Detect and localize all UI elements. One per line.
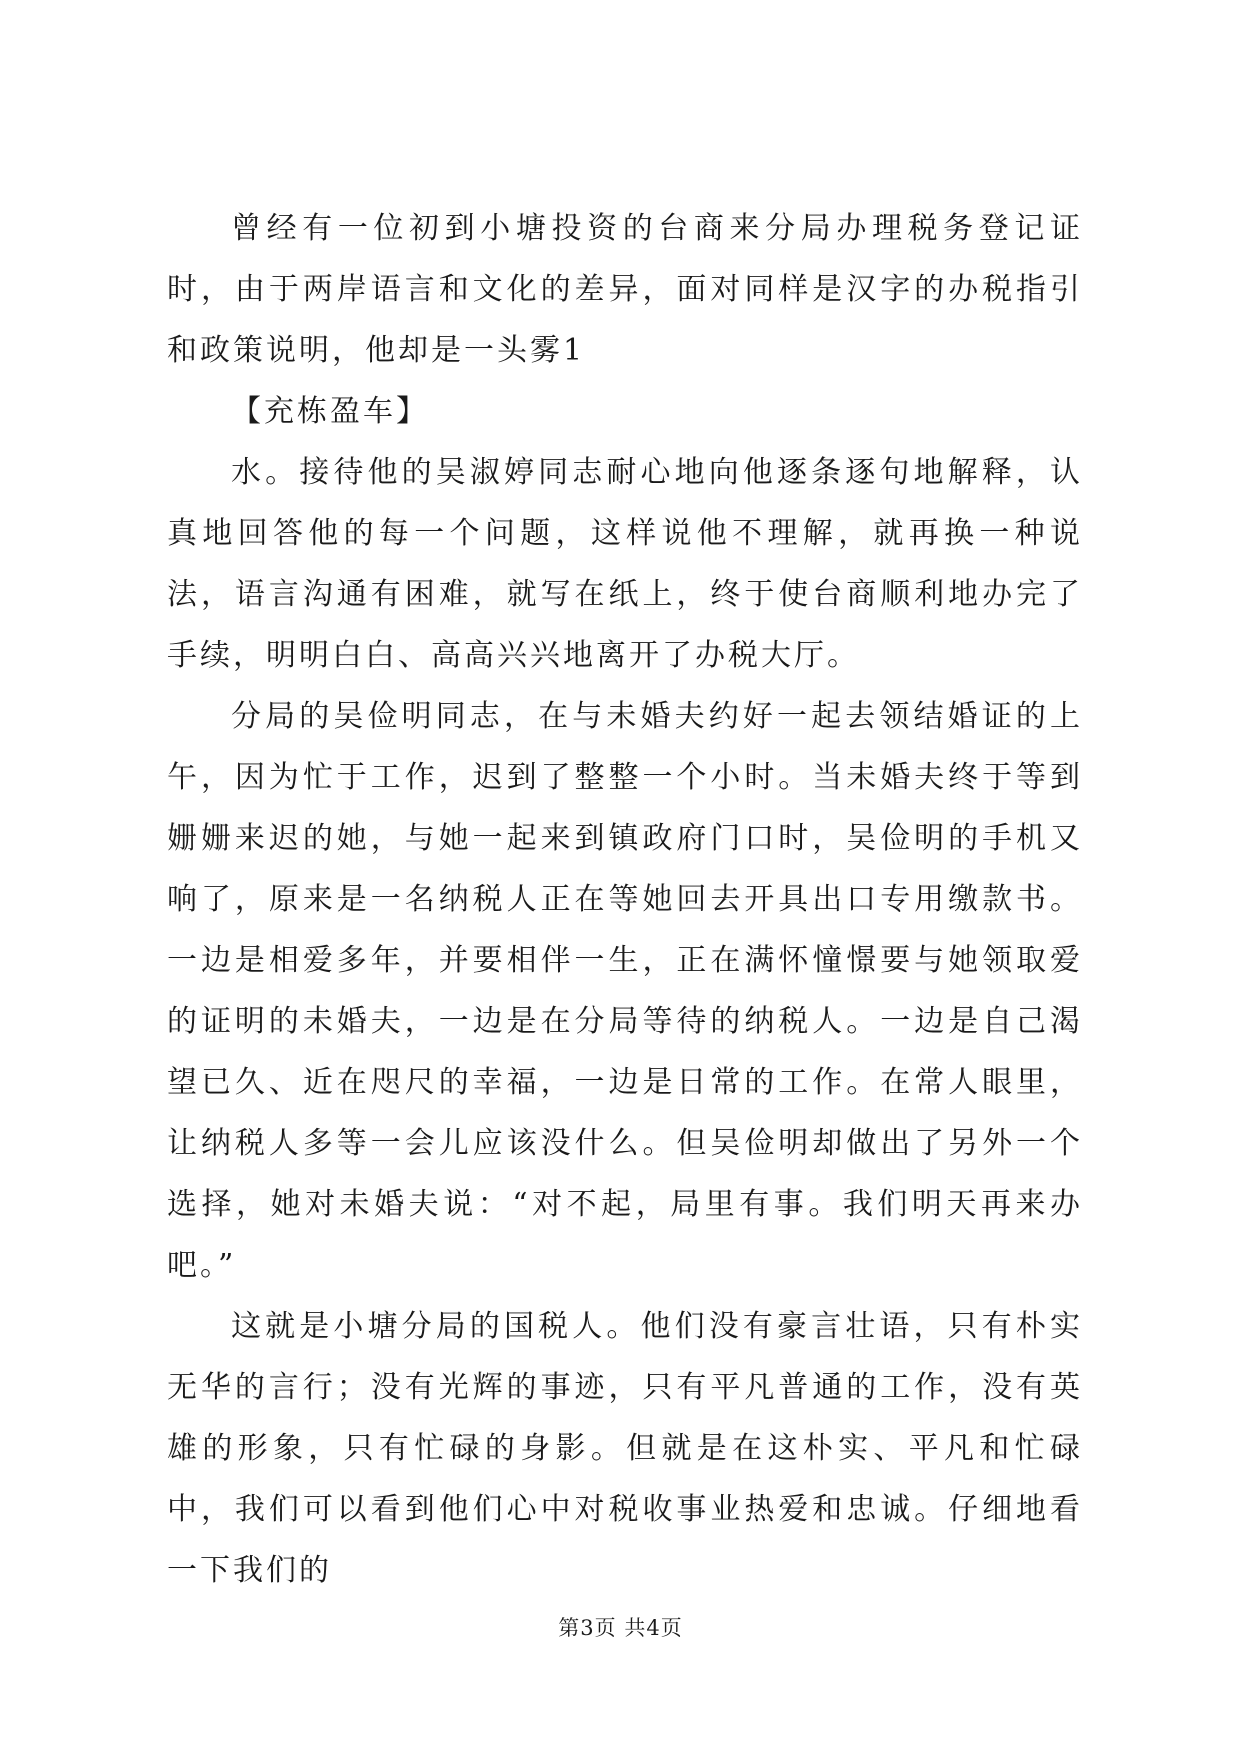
paragraph-wu-shuting: 水。接待他的吴淑婷同志耐心地向他逐条逐句地解释，认真地回答他的每一个问题，这样说他不理解，就再换一种说法，语言沟通有困难，就写在纸上，终于使台商顺利地办完了手续，明明白白、高高兴兴地离开了办税大厅。	[167, 455, 1083, 673]
document-body	[167, 198, 1083, 1601]
paragraph-section-heading: 【充栋盈车】	[231, 394, 429, 429]
page-footer: 第3页 共4页	[558, 1616, 683, 1640]
paragraph-xiaotang-tax-staff: 这就是小塘分局的国税人。他们没有豪言壮语，只有朴实无华的言行；没有光辉的事迹，只有平凡普通的工作，没有英雄的形象，只有忙碌的身影。但就是在这朴实、平凡和忙碌中，我们可以看到他们心中对税收事业热爱和忠诚。仔细地看一下我们的	[167, 1309, 1083, 1588]
paragraph-wu-jianming: 分局的吴俭明同志，在与未婚夫约好一起去领结婚证的上午，因为忙于工作，迟到了整整一个小时。当未婚夫终于等到姗姗来迟的她，与她一起来到镇政府门口时，吴俭明的手机又响了，原来是一名纳税人正在等她回去开具出口专用缴款书。一边是相爱多年，并要相伴一生，正在满怀憧憬要与她领取爱的证明的未婚夫，一边是在分局等待的纳税人。一边是自己渴望已久、近在咫尺的幸福，一边是日常的工作。在常人眼里，让纳税人多等一会儿应该没什么。但吴俭明却做出了另外一个选择，她对未婚夫说：“对不起，局里有事。我们明天再来办吧。”	[167, 699, 1083, 1283]
paragraph-taiwan-investor: 曾经有一位初到小塘投资的台商来分局办理税务登记证时，由于两岸语言和文化的差异，面对同样是汉字的办税指引和政策说明，他却是一头雾1	[167, 211, 1083, 368]
